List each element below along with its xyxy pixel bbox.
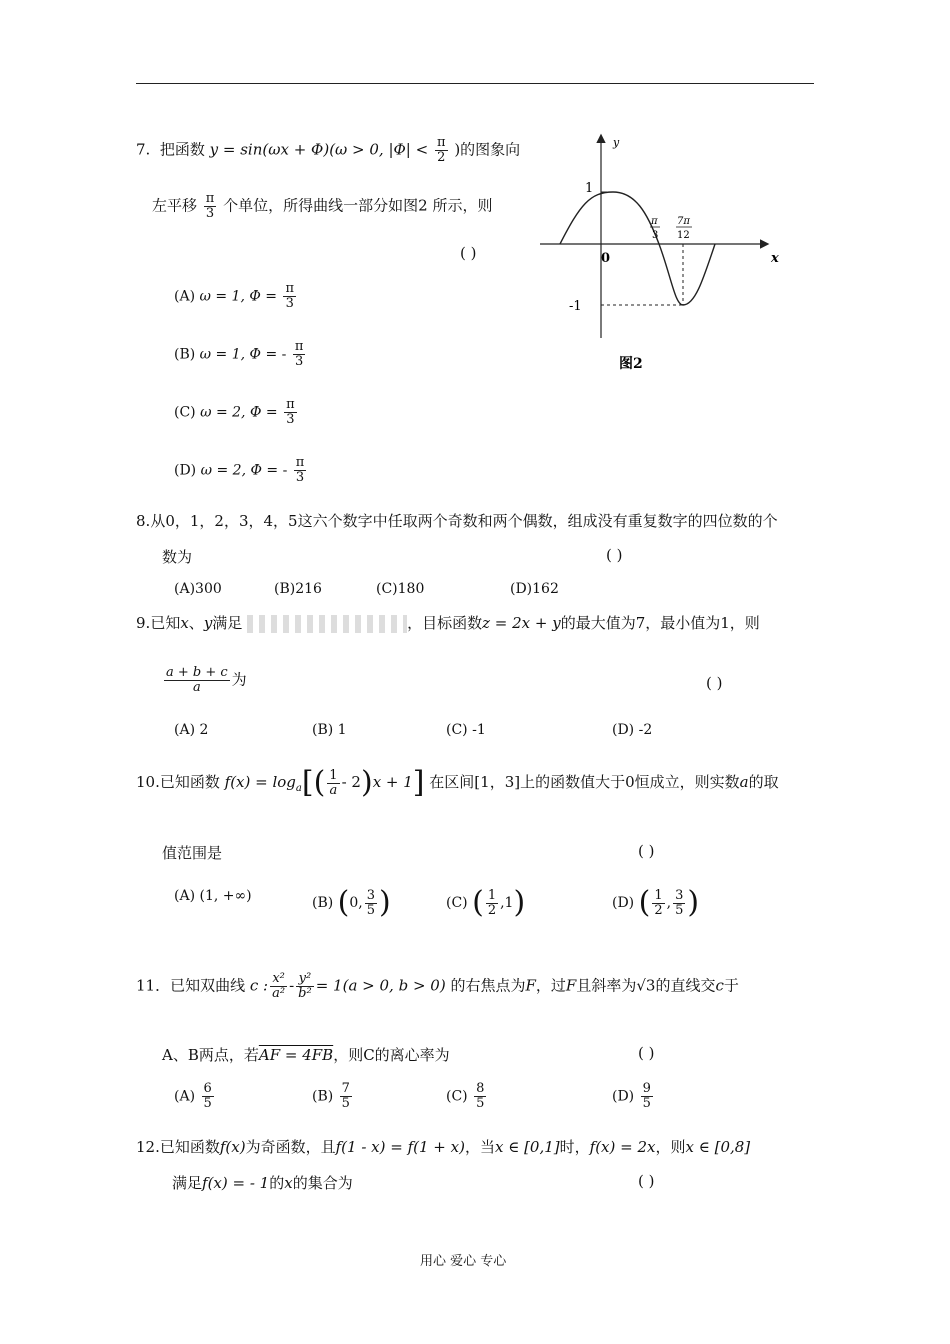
- q9-option-d: (D) -2: [612, 722, 653, 738]
- q9-option-b: (B) 1: [312, 722, 347, 738]
- tick-7pi-12-den: 12: [677, 230, 690, 241]
- q10-line1: 10.已知函数 $f(x) = \log_a$[( $\frac{1}{a}$ - 2)x + 1] 在区间[1，3]上的函数值大于0恒成立，则实数a的取: [136, 765, 779, 800]
- q7-option-d: (D) ω = 2, Φ = - $\frac{\pi}{3}$: [174, 455, 305, 485]
- q10-option-b: (B) (0, $\frac{3}{5}$ ): [312, 885, 391, 920]
- q11-line2: A、B两点，若AF = 4FB，则C的离心率为: [162, 1046, 450, 1064]
- q12-answer-blank: ( ): [638, 1172, 655, 1190]
- q8-option-b: (B)216: [274, 581, 322, 597]
- q11-option-a: (A) $\frac{6}{5}$: [174, 1081, 212, 1111]
- q10-option-c: (C) ( $\frac{1}{2}$ ,1): [446, 885, 526, 920]
- constraint-system-image: [247, 615, 407, 633]
- figure-caption: 图2: [619, 356, 643, 372]
- q7-option-a: (A) ω = 1, Φ = $\frac{\pi}{3}$: [174, 281, 295, 311]
- q8-option-a: (A)300: [174, 581, 222, 597]
- q10-line2: 值范围是: [162, 844, 223, 862]
- q9-option-a: (A) 2: [174, 722, 209, 738]
- q11-option-c: (C) $\frac{8}{5}$: [446, 1081, 485, 1111]
- tick-one: 1: [585, 181, 594, 196]
- q8-answer-blank: ( ): [606, 546, 623, 564]
- q7-line2: 左平移 $\frac{\pi}{3}$ 个单位，所得曲线一部分如图2 所示，则: [152, 191, 493, 221]
- q8-option-c: (C)180: [376, 581, 425, 597]
- tick-pi-3-num: π: [651, 216, 658, 227]
- tick-minus-one: -1: [569, 299, 582, 314]
- q7-option-b: (B) ω = 1, Φ = - $\frac{\pi}{3}$: [174, 339, 304, 369]
- header-rule: [136, 83, 814, 84]
- q9-line1: 9.已知x、y满足 ，目标函数z = 2x + y的最大值为7，最小值为1，则: [136, 614, 760, 632]
- page-footer: 用心 爱心 专心: [420, 1254, 507, 1269]
- q9-answer-blank: ( ): [706, 674, 723, 692]
- sine-curve: [560, 192, 715, 305]
- q11-option-b: (B) $\frac{7}{5}$: [312, 1081, 350, 1111]
- q10-option-a: (A) (1, +∞): [174, 888, 252, 904]
- x-axis-label: x: [771, 251, 779, 266]
- origin-label: 0: [601, 251, 611, 266]
- tick-pi-3-den: 3: [652, 230, 659, 241]
- q11-answer-blank: ( ): [638, 1044, 655, 1062]
- q11-line1: 11．已知双曲线 c : $\frac{\text{x²}}{\text{a²}}$ - $\frac{\text{y²}}{\text{b²}}$ = 1(a > 0, b > 0) 的右焦点为F，过F且斜率为√3的直线交c于: [136, 971, 739, 1001]
- q8-line1: 8.从0，1，2，3，4，5这六个数字中任取两个奇数和两个偶数，组成没有重复数字的四位数的个: [136, 512, 778, 530]
- q8-option-d: (D)162: [510, 581, 559, 597]
- sine-graph-figure: [535, 130, 785, 380]
- q12-line2: 满足f(x) = - 1的x的集合为: [172, 1174, 353, 1192]
- q10-answer-blank: ( ): [638, 842, 655, 860]
- q8-line2: 数为: [162, 548, 193, 566]
- q7-option-c: (C) ω = 2, Φ = $\frac{\pi}{3}$: [174, 397, 295, 427]
- q7-line1: 7. 把函数 y = sin(ωx + Φ)(ω > 0, |Φ| < $\frac{\pi}{2}$ )的图象向: [136, 135, 521, 165]
- q10-option-d: (D) ( $\frac{1}{2}$ , $\frac{3}{5}$ ): [612, 885, 700, 920]
- q7-answer-blank: ( ): [460, 244, 477, 262]
- y-axis-label: y: [613, 136, 620, 149]
- q9-line2: $\frac{a + b + c}{a}$ 为: [166, 665, 247, 695]
- q9-option-c: (C) -1: [446, 722, 486, 738]
- q12-line1: 12.已知函数f(x)为奇函数，且f(1 - x) = f(1 + x)，当x ∈ [0,1]时，f(x) = 2x，则x ∈ [0,8]: [136, 1138, 751, 1156]
- tick-7pi-12-num: 7π: [677, 216, 690, 227]
- q11-option-d: (D) $\frac{9}{5}$: [612, 1081, 651, 1111]
